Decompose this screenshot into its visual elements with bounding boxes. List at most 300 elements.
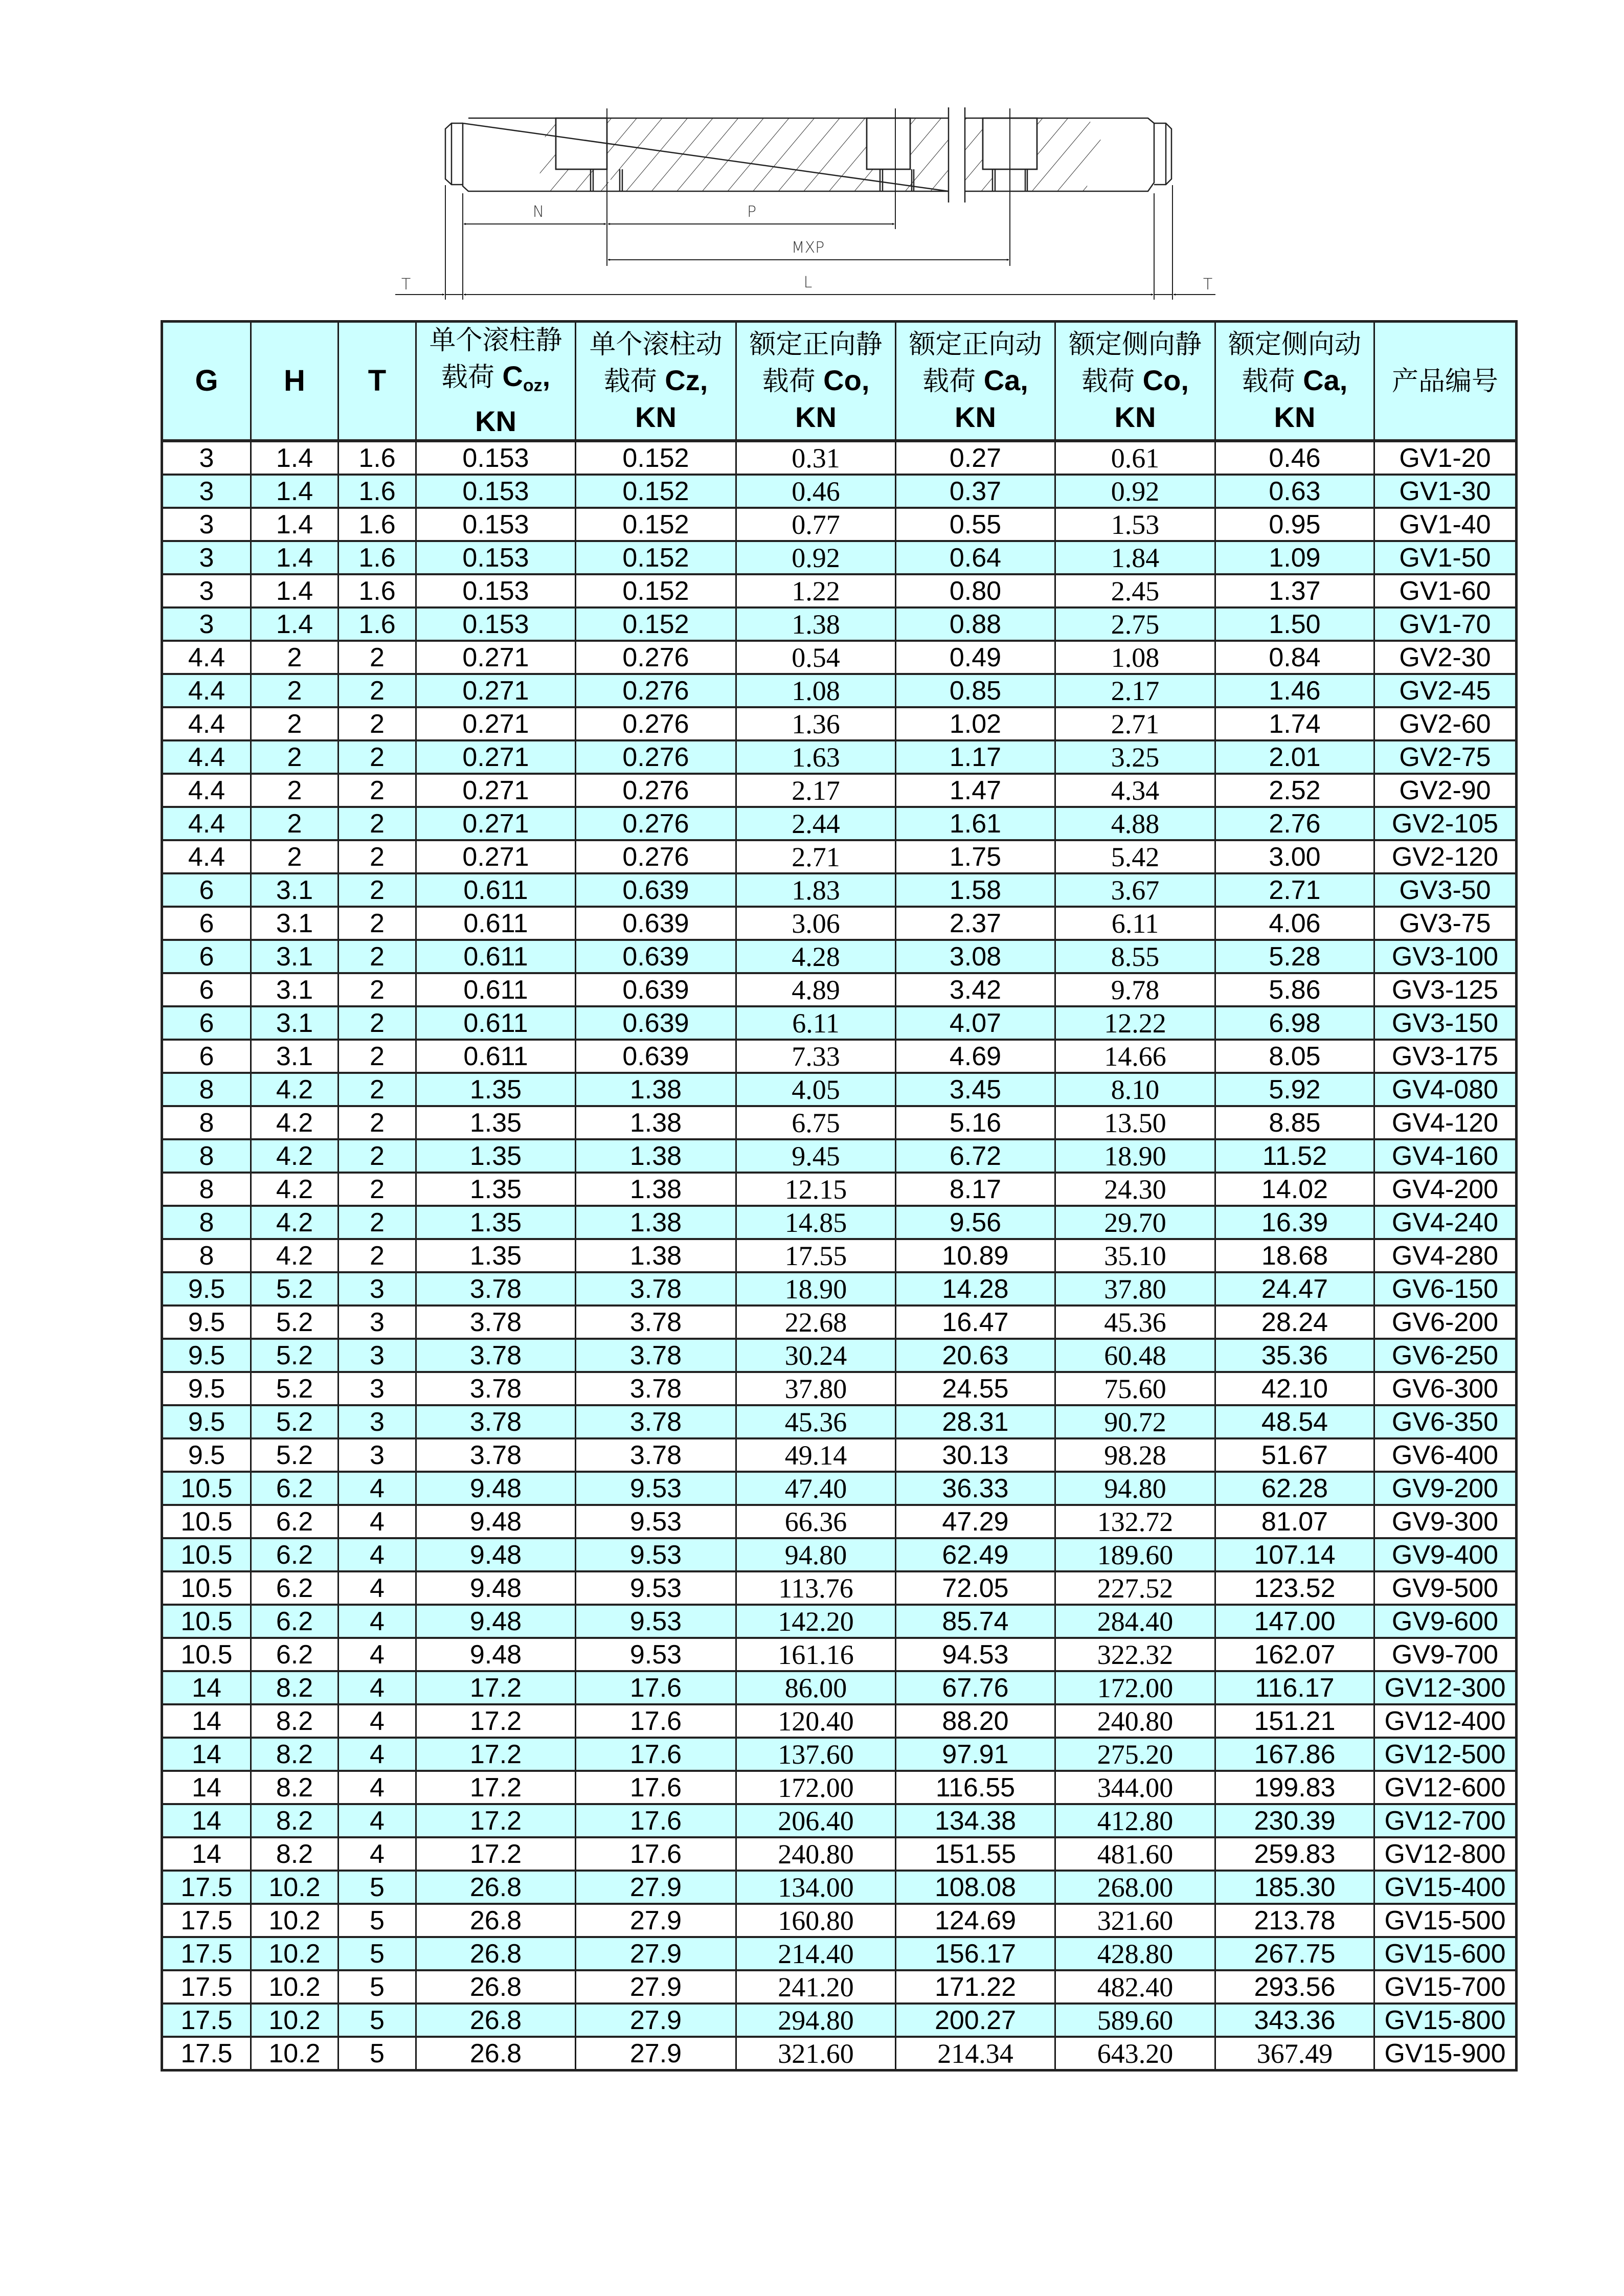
cell-co-side: 344.00 xyxy=(1055,1771,1215,1804)
cell-ca-side: 18.68 xyxy=(1215,1239,1374,1272)
cell-ca-side: 185.30 xyxy=(1215,1871,1374,1904)
table-row xyxy=(162,1372,1517,1405)
cell-model: GV2-105 xyxy=(1374,807,1517,840)
cell-g: 17.5 xyxy=(162,1970,251,2004)
cell-h: 10.2 xyxy=(251,2004,339,2037)
header-model: 产品编号 xyxy=(1374,322,1517,441)
cell-ca-front: 3.42 xyxy=(896,973,1055,1006)
cell-h: 1.4 xyxy=(251,574,339,607)
cell-co-side: 240.80 xyxy=(1055,1704,1215,1738)
cell-t: 2 xyxy=(339,807,416,840)
cell-co-front: 241.20 xyxy=(736,1970,896,2004)
table-row xyxy=(162,940,1517,973)
cell-co-front: 3.06 xyxy=(736,907,896,940)
cell-cz: 27.9 xyxy=(576,1871,736,1904)
cell-h: 6.2 xyxy=(251,1505,339,1538)
table-row xyxy=(162,441,1517,475)
cell-ca-front: 88.20 xyxy=(896,1704,1055,1738)
cell-h: 8.2 xyxy=(251,1671,339,1704)
cell-h: 1.4 xyxy=(251,607,339,641)
cell-cz: 0.152 xyxy=(576,607,736,641)
cell-h: 3.1 xyxy=(251,973,339,1006)
cell-t: 4 xyxy=(339,1771,416,1804)
table-row xyxy=(162,1139,1517,1173)
cell-co-side: 322.32 xyxy=(1055,1638,1215,1671)
cell-ca-side: 5.86 xyxy=(1215,973,1374,1006)
cell-coz: 9.48 xyxy=(416,1538,576,1571)
cell-g: 8 xyxy=(162,1073,251,1106)
cell-co-front: 6.75 xyxy=(736,1106,896,1139)
cell-model: GV9-600 xyxy=(1374,1605,1517,1638)
cell-h: 8.2 xyxy=(251,1837,339,1871)
table-row xyxy=(162,1006,1517,1040)
cell-ca-front: 171.22 xyxy=(896,1970,1055,2004)
cell-co-side: 29.70 xyxy=(1055,1206,1215,1239)
cell-ca-front: 16.47 xyxy=(896,1305,1055,1339)
cell-g: 4.4 xyxy=(162,641,251,674)
cell-model: GV3-125 xyxy=(1374,973,1517,1006)
cell-ca-side: 267.75 xyxy=(1215,1937,1374,1970)
cell-g: 9.5 xyxy=(162,1272,251,1305)
cell-coz: 0.153 xyxy=(416,574,576,607)
cell-t: 4 xyxy=(339,1505,416,1538)
cell-g: 4.4 xyxy=(162,740,251,774)
cell-model: GV9-400 xyxy=(1374,1538,1517,1571)
cell-coz: 0.271 xyxy=(416,740,576,774)
cell-co-side: 60.48 xyxy=(1055,1339,1215,1372)
cell-t: 2 xyxy=(339,674,416,707)
cell-g: 4.4 xyxy=(162,774,251,807)
cell-g: 8 xyxy=(162,1139,251,1173)
cell-coz: 9.48 xyxy=(416,1571,576,1605)
cell-ca-side: 51.67 xyxy=(1215,1438,1374,1472)
cell-h: 2 xyxy=(251,674,339,707)
table-row xyxy=(162,674,1517,707)
table-row xyxy=(162,1937,1517,1970)
cell-g: 4.4 xyxy=(162,840,251,873)
cell-t: 2 xyxy=(339,1206,416,1239)
cell-cz: 17.6 xyxy=(576,1704,736,1738)
label-t-left: T xyxy=(401,276,411,294)
cell-ca-side: 2.01 xyxy=(1215,740,1374,774)
cell-co-front: 2.17 xyxy=(736,774,896,807)
cell-ca-side: 162.07 xyxy=(1215,1638,1374,1671)
cell-h: 1.4 xyxy=(251,541,339,574)
cell-g: 17.5 xyxy=(162,1871,251,1904)
cell-ca-side: 1.09 xyxy=(1215,541,1374,574)
cell-ca-side: 116.17 xyxy=(1215,1671,1374,1704)
cell-ca-front: 214.34 xyxy=(896,2037,1055,2070)
cell-t: 1.6 xyxy=(339,541,416,574)
cell-ca-front: 2.37 xyxy=(896,907,1055,940)
header-h: H xyxy=(251,322,339,441)
cell-co-front: 4.28 xyxy=(736,940,896,973)
table-row xyxy=(162,1505,1517,1538)
cell-coz: 26.8 xyxy=(416,1904,576,1937)
header-t: T xyxy=(339,322,416,441)
cell-model: GV1-70 xyxy=(1374,607,1517,641)
cell-t: 2 xyxy=(339,740,416,774)
cell-co-front: 137.60 xyxy=(736,1738,896,1771)
cell-co-side: 189.60 xyxy=(1055,1538,1215,1571)
cell-co-front: 17.55 xyxy=(736,1239,896,1272)
cell-g: 14 xyxy=(162,1771,251,1804)
cell-cz: 17.6 xyxy=(576,1671,736,1704)
cell-co-front: 12.15 xyxy=(736,1173,896,1206)
cell-t: 4 xyxy=(339,1638,416,1671)
table-row xyxy=(162,574,1517,607)
cell-ca-front: 200.27 xyxy=(896,2004,1055,2037)
cell-t: 2 xyxy=(339,774,416,807)
cell-co-front: 161.16 xyxy=(736,1638,896,1671)
cell-co-side: 3.67 xyxy=(1055,873,1215,907)
cell-coz: 17.2 xyxy=(416,1738,576,1771)
cell-co-front: 0.77 xyxy=(736,508,896,541)
cell-coz: 17.2 xyxy=(416,1804,576,1837)
cell-ca-side: 1.37 xyxy=(1215,574,1374,607)
cell-ca-front: 30.13 xyxy=(896,1438,1055,1472)
cell-g: 8 xyxy=(162,1206,251,1239)
cell-g: 4.4 xyxy=(162,707,251,740)
cell-ca-front: 4.69 xyxy=(896,1040,1055,1073)
cell-ca-front: 85.74 xyxy=(896,1605,1055,1638)
cell-co-front: 1.83 xyxy=(736,873,896,907)
cell-t: 5 xyxy=(339,1937,416,1970)
cell-h: 5.2 xyxy=(251,1405,339,1438)
cell-model: GV12-300 xyxy=(1374,1671,1517,1704)
cell-cz: 17.6 xyxy=(576,1771,736,1804)
table-row xyxy=(162,607,1517,641)
table-row xyxy=(162,1305,1517,1339)
cell-co-front: 321.60 xyxy=(736,2037,896,2070)
cell-model: GV4-160 xyxy=(1374,1139,1517,1173)
cell-t: 2 xyxy=(339,973,416,1006)
cell-g: 3 xyxy=(162,508,251,541)
cell-coz: 3.78 xyxy=(416,1372,576,1405)
cell-h: 10.2 xyxy=(251,1871,339,1904)
cell-ca-front: 67.76 xyxy=(896,1671,1055,1704)
cell-h: 10.2 xyxy=(251,1904,339,1937)
cell-ca-side: 14.02 xyxy=(1215,1173,1374,1206)
cell-co-front: 86.00 xyxy=(736,1671,896,1704)
cell-coz: 3.78 xyxy=(416,1272,576,1305)
cell-model: GV4-200 xyxy=(1374,1173,1517,1206)
cell-coz: 0.611 xyxy=(416,940,576,973)
cell-cz: 27.9 xyxy=(576,1937,736,1970)
cell-co-side: 5.42 xyxy=(1055,840,1215,873)
cell-g: 9.5 xyxy=(162,1339,251,1372)
cell-ca-side: 367.49 xyxy=(1215,2037,1374,2070)
cell-t: 4 xyxy=(339,1538,416,1571)
cell-ca-front: 1.17 xyxy=(896,740,1055,774)
cell-co-front: 160.80 xyxy=(736,1904,896,1937)
cell-co-side: 284.40 xyxy=(1055,1605,1215,1638)
cell-t: 4 xyxy=(339,1738,416,1771)
cell-co-side: 4.34 xyxy=(1055,774,1215,807)
table-row xyxy=(162,1272,1517,1305)
cell-model: GV1-40 xyxy=(1374,508,1517,541)
cell-t: 5 xyxy=(339,1970,416,2004)
cell-ca-front: 0.85 xyxy=(896,674,1055,707)
cell-t: 4 xyxy=(339,1472,416,1505)
table-row xyxy=(162,475,1517,508)
cell-t: 2 xyxy=(339,707,416,740)
cell-co-side: 428.80 xyxy=(1055,1937,1215,1970)
cell-ca-front: 116.55 xyxy=(896,1771,1055,1804)
cell-co-front: 94.80 xyxy=(736,1538,896,1571)
cell-ca-side: 293.56 xyxy=(1215,1970,1374,2004)
table-row xyxy=(162,1173,1517,1206)
label-l: L xyxy=(803,274,813,291)
cell-model: GV4-240 xyxy=(1374,1206,1517,1239)
cell-ca-front: 108.08 xyxy=(896,1871,1055,1904)
cell-co-front: 206.40 xyxy=(736,1804,896,1837)
cell-g: 10.5 xyxy=(162,1571,251,1605)
specification-table xyxy=(161,320,1518,2072)
cell-t: 5 xyxy=(339,1871,416,1904)
cell-cz: 0.152 xyxy=(576,441,736,475)
cell-t: 1.6 xyxy=(339,441,416,475)
cell-ca-front: 134.38 xyxy=(896,1804,1055,1837)
cell-ca-side: 81.07 xyxy=(1215,1505,1374,1538)
cell-ca-front: 0.80 xyxy=(896,574,1055,607)
cell-co-side: 75.60 xyxy=(1055,1372,1215,1405)
cell-t: 3 xyxy=(339,1438,416,1472)
cell-ca-front: 5.16 xyxy=(896,1106,1055,1139)
cell-co-front: 172.00 xyxy=(736,1771,896,1804)
cell-co-front: 18.90 xyxy=(736,1272,896,1305)
cell-co-front: 7.33 xyxy=(736,1040,896,1073)
cell-t: 5 xyxy=(339,2037,416,2070)
cell-co-front: 30.24 xyxy=(736,1339,896,1372)
cell-co-side: 0.61 xyxy=(1055,441,1215,475)
label-p: P xyxy=(747,203,757,221)
cell-model: GV6-400 xyxy=(1374,1438,1517,1472)
cell-ca-side: 6.98 xyxy=(1215,1006,1374,1040)
cell-h: 2 xyxy=(251,641,339,674)
cell-cz: 17.6 xyxy=(576,1804,736,1837)
cell-model: GV6-200 xyxy=(1374,1305,1517,1339)
cell-h: 3.1 xyxy=(251,907,339,940)
cell-co-front: 0.31 xyxy=(736,441,896,475)
cell-ca-side: 147.00 xyxy=(1215,1605,1374,1638)
cell-co-front: 49.14 xyxy=(736,1438,896,1472)
cell-g: 9.5 xyxy=(162,1405,251,1438)
cell-ca-side: 199.83 xyxy=(1215,1771,1374,1804)
cell-cz: 17.6 xyxy=(576,1837,736,1871)
header-cz: 单个滚柱动 载荷 Cz, KN xyxy=(576,322,736,441)
cell-cz: 0.152 xyxy=(576,574,736,607)
cell-ca-front: 97.91 xyxy=(896,1738,1055,1771)
cell-h: 2 xyxy=(251,740,339,774)
cell-model: GV12-500 xyxy=(1374,1738,1517,1771)
cell-coz: 1.35 xyxy=(416,1139,576,1173)
table-row xyxy=(162,873,1517,907)
cell-ca-side: 2.52 xyxy=(1215,774,1374,807)
cell-ca-front: 62.49 xyxy=(896,1538,1055,1571)
cell-model: GV3-50 xyxy=(1374,873,1517,907)
cell-ca-side: 213.78 xyxy=(1215,1904,1374,1937)
cell-ca-front: 1.58 xyxy=(896,873,1055,907)
cell-model: GV12-600 xyxy=(1374,1771,1517,1804)
cell-ca-side: 8.05 xyxy=(1215,1040,1374,1073)
cell-ca-side: 167.86 xyxy=(1215,1738,1374,1771)
cell-co-front: 113.76 xyxy=(736,1571,896,1605)
cell-co-side: 481.60 xyxy=(1055,1837,1215,1871)
hatch-right-c xyxy=(1027,118,1103,191)
cell-cz: 27.9 xyxy=(576,1904,736,1937)
cell-model: GV3-175 xyxy=(1374,1040,1517,1073)
cell-coz: 17.2 xyxy=(416,1671,576,1704)
cell-co-front: 4.89 xyxy=(736,973,896,1006)
cell-co-front: 47.40 xyxy=(736,1472,896,1505)
cell-co-side: 1.84 xyxy=(1055,541,1215,574)
table-row xyxy=(162,1904,1517,1937)
cell-ca-side: 1.46 xyxy=(1215,674,1374,707)
cell-ca-front: 72.05 xyxy=(896,1571,1055,1605)
cell-coz: 17.2 xyxy=(416,1704,576,1738)
cell-model: GV1-60 xyxy=(1374,574,1517,607)
table-row xyxy=(162,973,1517,1006)
cell-co-side: 2.75 xyxy=(1055,607,1215,641)
cell-g: 3 xyxy=(162,541,251,574)
cell-model: GV15-900 xyxy=(1374,2037,1517,2070)
table-row xyxy=(162,1738,1517,1771)
label-n: N xyxy=(532,203,545,221)
table-row xyxy=(162,1671,1517,1704)
cell-g: 14 xyxy=(162,1704,251,1738)
cell-co-side: 24.30 xyxy=(1055,1173,1215,1206)
cell-model: GV2-90 xyxy=(1374,774,1517,807)
cell-h: 6.2 xyxy=(251,1638,339,1671)
cell-t: 2 xyxy=(339,940,416,973)
cell-ca-side: 0.46 xyxy=(1215,441,1374,475)
cell-co-front: 14.85 xyxy=(736,1206,896,1239)
cell-co-side: 6.11 xyxy=(1055,907,1215,940)
cell-ca-side: 0.95 xyxy=(1215,508,1374,541)
header-coz: 单个滚柱静 载荷 $C_{oz}$, KN xyxy=(416,322,576,441)
cell-model: GV2-120 xyxy=(1374,840,1517,873)
cell-ca-front: 124.69 xyxy=(896,1904,1055,1937)
cell-t: 2 xyxy=(339,1006,416,1040)
cell-cz: 3.78 xyxy=(576,1405,736,1438)
cell-h: 4.2 xyxy=(251,1206,339,1239)
cell-cz: 27.9 xyxy=(576,1970,736,2004)
cell-coz: 9.48 xyxy=(416,1605,576,1638)
cell-h: 6.2 xyxy=(251,1605,339,1638)
cell-ca-front: 3.08 xyxy=(896,940,1055,973)
cell-ca-front: 156.17 xyxy=(896,1937,1055,1970)
cell-t: 3 xyxy=(339,1339,416,1372)
cell-model: GV15-700 xyxy=(1374,1970,1517,2004)
cell-model: GV4-280 xyxy=(1374,1239,1517,1272)
cell-coz: 17.2 xyxy=(416,1771,576,1804)
cell-co-side: 275.20 xyxy=(1055,1738,1215,1771)
cell-cz: 9.53 xyxy=(576,1538,736,1571)
cell-ca-side: 42.10 xyxy=(1215,1372,1374,1405)
cell-coz: 0.271 xyxy=(416,774,576,807)
cell-h: 10.2 xyxy=(251,2037,339,2070)
cell-ca-side: 1.50 xyxy=(1215,607,1374,641)
cell-cz: 3.78 xyxy=(576,1305,736,1339)
cell-ca-side: 230.39 xyxy=(1215,1804,1374,1837)
header-co-front: 额定正向静 载荷 Co, KN xyxy=(736,322,896,441)
cell-model: GV6-300 xyxy=(1374,1372,1517,1405)
cell-cz: 1.38 xyxy=(576,1106,736,1139)
cell-coz: 0.611 xyxy=(416,1006,576,1040)
cell-ca-front: 94.53 xyxy=(896,1638,1055,1671)
cell-co-side: 2.17 xyxy=(1055,674,1215,707)
table-row xyxy=(162,840,1517,873)
cell-model: GV2-45 xyxy=(1374,674,1517,707)
cell-cz: 0.152 xyxy=(576,541,736,574)
cell-model: GV12-400 xyxy=(1374,1704,1517,1738)
cell-ca-side: 2.76 xyxy=(1215,807,1374,840)
cell-coz: 0.271 xyxy=(416,641,576,674)
table-row xyxy=(162,1970,1517,2004)
cell-cz: 17.6 xyxy=(576,1738,736,1771)
cell-co-front: 2.44 xyxy=(736,807,896,840)
cell-ca-front: 151.55 xyxy=(896,1837,1055,1871)
table-row xyxy=(162,1206,1517,1239)
cell-cz: 0.152 xyxy=(576,508,736,541)
cell-ca-side: 259.83 xyxy=(1215,1837,1374,1871)
cell-co-front: 134.00 xyxy=(736,1871,896,1904)
cell-g: 6 xyxy=(162,1006,251,1040)
cell-co-front: 214.40 xyxy=(736,1937,896,1970)
cell-coz: 3.78 xyxy=(416,1305,576,1339)
cell-coz: 0.271 xyxy=(416,840,576,873)
cell-cz: 0.639 xyxy=(576,1040,736,1073)
cell-ca-front: 1.75 xyxy=(896,840,1055,873)
cell-g: 17.5 xyxy=(162,2004,251,2037)
cell-co-side: 98.28 xyxy=(1055,1438,1215,1472)
cell-co-side: 1.53 xyxy=(1055,508,1215,541)
cell-g: 6 xyxy=(162,973,251,1006)
cell-h: 2 xyxy=(251,840,339,873)
cell-coz: 26.8 xyxy=(416,2037,576,2070)
cell-coz: 9.48 xyxy=(416,1505,576,1538)
cell-co-side: 643.20 xyxy=(1055,2037,1215,2070)
cell-g: 4.4 xyxy=(162,807,251,840)
cell-ca-side: 0.63 xyxy=(1215,475,1374,508)
cell-ca-side: 11.52 xyxy=(1215,1139,1374,1173)
cell-ca-side: 5.92 xyxy=(1215,1073,1374,1106)
cell-cz: 9.53 xyxy=(576,1571,736,1605)
cell-g: 14 xyxy=(162,1738,251,1771)
cell-cz: 0.276 xyxy=(576,840,736,873)
cell-co-side: 172.00 xyxy=(1055,1671,1215,1704)
table-row xyxy=(162,1804,1517,1837)
cell-co-side: 13.50 xyxy=(1055,1106,1215,1139)
cell-co-side: 412.80 xyxy=(1055,1804,1215,1837)
table-row xyxy=(162,1571,1517,1605)
table-row xyxy=(162,2004,1517,2037)
cell-g: 10.5 xyxy=(162,1605,251,1638)
cell-g: 10.5 xyxy=(162,1472,251,1505)
cell-co-side: 1.08 xyxy=(1055,641,1215,674)
cell-cz: 9.53 xyxy=(576,1505,736,1538)
cell-h: 5.2 xyxy=(251,1339,339,1372)
cell-co-side: 589.60 xyxy=(1055,2004,1215,2037)
cell-co-side: 8.55 xyxy=(1055,940,1215,973)
cell-h: 2 xyxy=(251,774,339,807)
cell-g: 6 xyxy=(162,907,251,940)
cell-cz: 0.276 xyxy=(576,674,736,707)
cell-cz: 0.639 xyxy=(576,1006,736,1040)
cell-model: GV9-700 xyxy=(1374,1638,1517,1671)
cell-coz: 0.153 xyxy=(416,607,576,641)
